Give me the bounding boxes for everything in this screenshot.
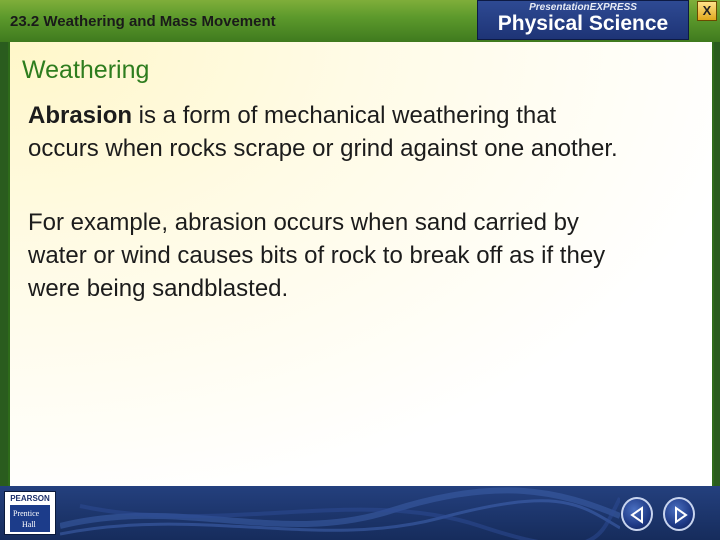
paragraph-1-text: is a form of mechanical weathering that occurs when rocks scrape or grind against one another. [28,102,618,162]
brand-main-text: Physical Science [497,12,669,35]
section-title-text: Weathering and Mass Movement [43,13,276,30]
slide-content [8,42,714,486]
footer-bar [0,486,720,540]
slide-heading: Weathering [22,56,150,84]
exit-button[interactable]: X [697,1,717,21]
arrow-left-icon [629,506,647,524]
term-abrasion: Abrasion [28,102,133,129]
logo-line-2: Hall [22,520,36,529]
previous-slide-button[interactable] [621,497,653,531]
next-slide-button[interactable] [663,497,695,531]
header-bar [0,0,720,42]
decorative-swirl [60,486,620,540]
section-number: 23.2 [10,13,40,30]
arrow-right-icon [671,506,689,524]
logo-line-1: Prentice [13,509,40,518]
brand-logo [477,0,689,40]
paragraph-2: For example, abrasion occurs when sand carried by water or wind causes bits of rock to break off as if they were being sandblasted. [28,209,606,302]
brand-top-text: PresentationEXPRESS [529,2,637,13]
paragraph-1 [28,99,628,165]
publisher-logo [4,491,56,535]
section-title [10,13,276,30]
logo-pearson-text: PEARSON [10,494,50,503]
logo-prentice-hall [10,505,50,532]
